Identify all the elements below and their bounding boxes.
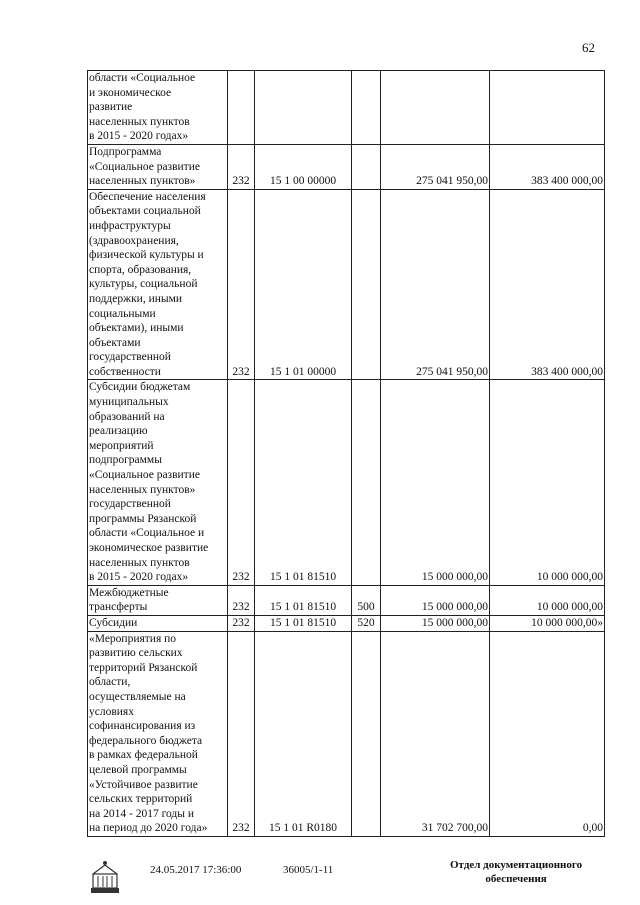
cell-vr (352, 631, 381, 836)
cell-name: Обеспечение населения объектами социальной инфраструктуры (здравоохранения, физической культуры и спорта, образования, культуры, социальной поддержки, иными социальными объектами), иными объектами государственной собственности (88, 189, 228, 380)
cell-csr: 15 1 01 00000 (255, 189, 352, 380)
cell-csr: 15 1 01 81510 (255, 585, 352, 615)
duma-logo-icon (90, 860, 120, 896)
table-row (88, 189, 605, 380)
cell-vr: 500 (352, 585, 381, 615)
cell-vr (352, 144, 381, 189)
table-row (88, 585, 605, 615)
cell-name: Межбюджетные трансферты (88, 585, 228, 615)
cell-y2: 10 000 000,00 (490, 585, 605, 615)
table-row (88, 631, 605, 836)
cell-y1: 15 000 000,00 (381, 585, 490, 615)
cell-name: Субсидии бюджетам муниципальных образований на реализацию мероприятий подпрограммы «Социальное развитие населенных пунктов» государственной программы Рязанской области «Социальное и экономическое развитие населенных пунктов в 2015 - 2020 годах» (88, 380, 228, 585)
cell-csr: 15 1 01 81510 (255, 615, 352, 631)
cell-y1 (381, 71, 490, 145)
budget-table-body (88, 71, 605, 837)
cell-vr: 520 (352, 615, 381, 631)
cell-y1: 15 000 000,00 (381, 380, 490, 585)
table-row (88, 380, 605, 585)
table-row (88, 71, 605, 145)
cell-y2 (490, 71, 605, 145)
cell-y2: 10 000 000,00 (490, 380, 605, 585)
cell-name: «Мероприятия по развитию сельских территорий Рязанской области, осуществляемые на условиях софинансирования из федерального бюджета в рамках федеральной целевой программы «Устойчивое развитие сельских территорий на 2014 - 2017 годы и на период до 2020 года» (88, 631, 228, 836)
budget-table (87, 70, 605, 837)
cell-y2: 383 400 000,00 (490, 189, 605, 380)
table-row (88, 144, 605, 189)
cell-name: Подпрограмма «Социальное развитие населенных пунктов» (88, 144, 228, 189)
cell-vr (352, 380, 381, 585)
cell-csr (255, 71, 352, 145)
cell-name: Субсидии (88, 615, 228, 631)
cell-code: 232 (228, 189, 255, 380)
footer-date: 24.05.2017 17:36:00 (150, 864, 242, 876)
cell-csr: 15 1 01 81510 (255, 380, 352, 585)
cell-y2: 0,00 (490, 631, 605, 836)
cell-code: 232 (228, 615, 255, 631)
cell-code: 232 (228, 144, 255, 189)
page-number: 62 (582, 40, 595, 55)
cell-y2: 383 400 000,00 (490, 144, 605, 189)
footer-department: Отдел документационного обеспечения (450, 859, 583, 885)
cell-y1: 31 702 700,00 (381, 631, 490, 836)
cell-code: 232 (228, 380, 255, 585)
cell-y1: 15 000 000,00 (381, 615, 490, 631)
cell-vr (352, 71, 381, 145)
cell-code (228, 71, 255, 145)
cell-y2: 10 000 000,00» (490, 615, 605, 631)
table-row (88, 615, 605, 631)
cell-name: области «Социальное и экономическое развитие населенных пунктов в 2015 - 2020 годах» (88, 71, 228, 145)
cell-csr: 15 1 00 00000 (255, 144, 352, 189)
cell-y1: 275 041 950,00 (381, 144, 490, 189)
cell-vr (352, 189, 381, 380)
cell-y1: 275 041 950,00 (381, 189, 490, 380)
cell-code: 232 (228, 631, 255, 836)
cell-code: 232 (228, 585, 255, 615)
footer-reg-number: 36005/1-11 (283, 864, 334, 876)
cell-csr: 15 1 01 R0180 (255, 631, 352, 836)
